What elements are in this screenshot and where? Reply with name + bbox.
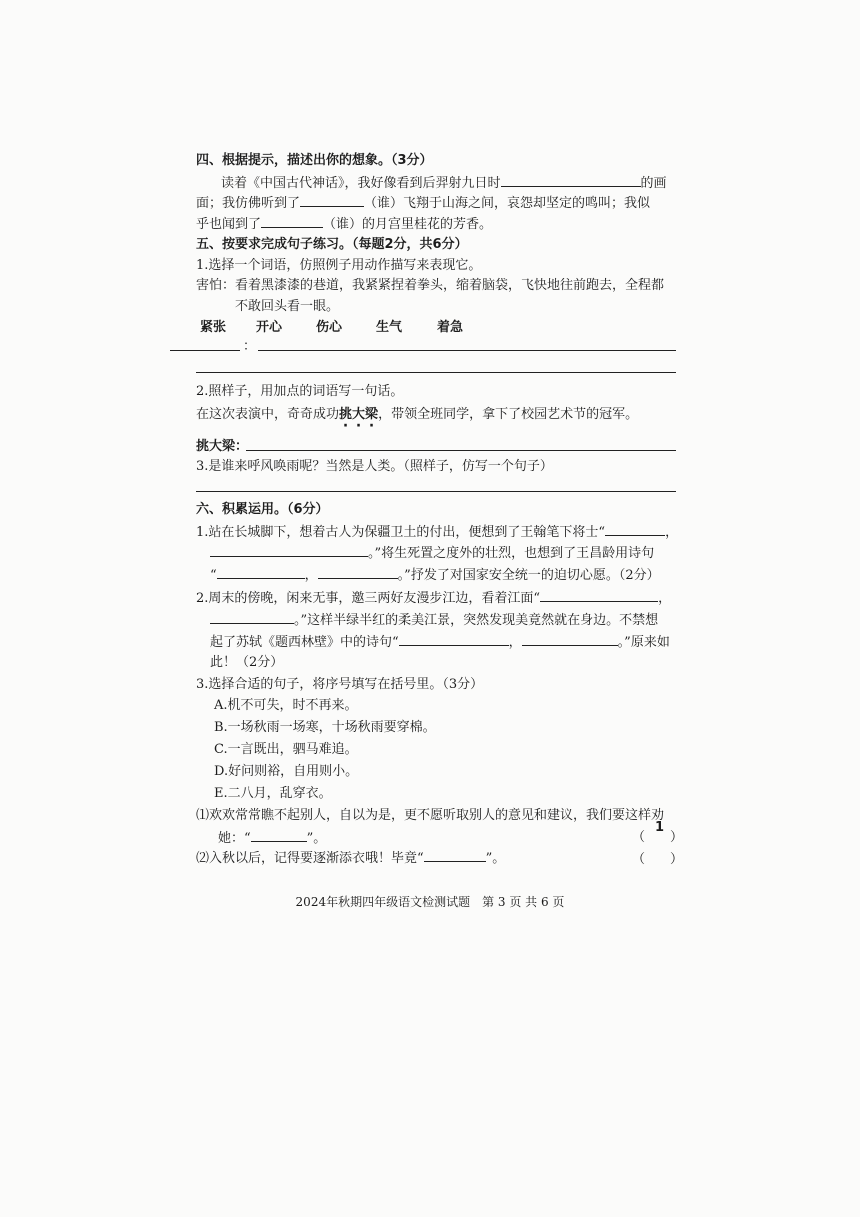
text: 1.站在长城脚下，想着古人为保疆卫土的付出，便想到了王翰笔下将士“	[196, 525, 606, 540]
text: ”。	[485, 851, 506, 866]
answer-blank[interactable]	[399, 632, 509, 646]
answer-line[interactable]	[258, 350, 676, 351]
right-paren: ）	[670, 852, 684, 867]
option-b: B.一场秋雨一场寒，十场秋雨要穿棉。	[214, 720, 436, 735]
answer-blank[interactable]	[424, 848, 486, 862]
text: 2.周末的傍晚，闲来无事，邀三两好友漫步江边，看着江面“	[196, 591, 541, 606]
s6-q2-line4: 此！（2分）	[210, 655, 284, 670]
text: 在这次表演中，奇奇成功	[196, 407, 340, 422]
s6-sub2	[196, 848, 505, 868]
example-sentence	[196, 406, 638, 424]
s6-q1-line3	[210, 565, 660, 585]
text: ⑵入秋以后，记得要逐渐添衣哦！毕竟“	[196, 851, 424, 866]
answer-blank[interactable]	[501, 173, 641, 187]
text: 的画	[640, 176, 667, 191]
section4-line2	[196, 193, 650, 213]
section4-title: 四、根据提示，描述出你的想象。（3分）	[196, 153, 433, 168]
text: 读着《中国古代神话》，我好像看到后羿射九日时	[221, 176, 501, 191]
text: 。”这样半绿半红的柔美江景，突然发现美竟然就在身边。不禁想	[294, 613, 659, 628]
s6-sub1-line1: ⑴欢欢常常瞧不起别人，自以为是，更不愿听取别人的意见和建议，我们要这样劝	[196, 808, 665, 823]
word-option: 紧张	[200, 320, 227, 335]
colon: ：	[243, 339, 257, 354]
text: ，带领全班同学，拿下了校园艺术节的冠军。	[378, 407, 639, 422]
answer-blank[interactable]	[300, 193, 364, 207]
answer-blank[interactable]	[605, 522, 665, 536]
text: ，	[304, 568, 318, 583]
option-d: D.好问则裕，自用则小。	[214, 764, 359, 779]
s6-q1-line1	[196, 522, 678, 542]
word-blank-line[interactable]	[170, 350, 240, 351]
word-option: 伤心	[316, 320, 343, 335]
dotted-char: 挑	[339, 407, 353, 422]
answer-blank[interactable]	[318, 565, 398, 579]
right-paren: ）	[670, 830, 684, 845]
answer-blank[interactable]	[210, 610, 294, 624]
text: 面；我仿佛听到了	[196, 196, 301, 211]
question-1: 1.选择一个词语，仿照例子用动作描写来表现它。	[196, 258, 482, 273]
text: “	[210, 568, 217, 583]
answer-blank[interactable]	[251, 828, 307, 842]
text: 乎也闻到了	[196, 217, 262, 232]
text: （谁）飞翔于山海之间，哀怨却坚定的鸣叫；我似	[364, 196, 651, 211]
s6-q2-line2	[210, 610, 658, 630]
s6-sub1-line2	[218, 828, 326, 848]
text: ，	[658, 591, 672, 606]
dotted-char: 梁	[365, 407, 379, 422]
question-2: 2.照样子，用加点的词语写一句话。	[196, 384, 404, 399]
text: 。”抒发了对国家安全统一的迫切心愿。（2分）	[397, 568, 660, 583]
text: ，	[508, 635, 522, 650]
text: ，	[665, 525, 679, 540]
option-e: E.二八月，乱穿衣。	[214, 786, 332, 801]
answer-line[interactable]	[196, 491, 676, 492]
answer-blank[interactable]	[210, 543, 368, 557]
answer-blank[interactable]	[540, 588, 658, 602]
left-paren: （	[632, 852, 646, 867]
answer-blank[interactable]	[522, 632, 618, 646]
section5-title: 五、按要求完成句子练习。（每题2分，共6分）	[196, 237, 468, 252]
example-line2: 不敢回头看一眼。	[235, 299, 340, 314]
answer-line[interactable]	[246, 450, 676, 451]
s6-q3: 3.选择合适的句子，将序号填写在括号里。（3分）	[196, 677, 484, 692]
question-2-label: 挑大梁：	[196, 439, 249, 454]
question-3: 3.是谁来呼风唤雨呢？当然是人类。（照样子，仿写一个句子）	[196, 459, 553, 474]
s6-q2-line3	[210, 632, 670, 652]
word-option: 生气	[376, 320, 403, 335]
option-a: A.机不可失，时不再来。	[214, 698, 358, 713]
text: （谁）的月宫里桂花的芳香。	[323, 217, 493, 232]
option-c: C.一言既出，驷马难追。	[214, 742, 358, 757]
s6-q1-line2	[210, 543, 654, 563]
text: ”。	[306, 831, 327, 846]
s6-q2-line1	[196, 588, 671, 608]
section4-line3	[196, 214, 492, 234]
handwritten-answer[interactable]: 1	[655, 820, 665, 835]
section6-title: 六、积累运用。（6分）	[196, 502, 329, 517]
text: 起了苏轼《题西林壁》中的诗句“	[210, 635, 399, 650]
answer-line[interactable]	[196, 372, 676, 373]
example-line1: 害怕：看着黑漆漆的巷道，我紧紧捏着拳头，缩着脑袋，飞快地往前跑去，全程都	[196, 278, 665, 293]
dotted-char: 大	[352, 407, 366, 422]
word-option: 着急	[437, 320, 464, 335]
word-option: 开心	[256, 320, 283, 335]
page-footer: 2024年秋期四年级语文检测试题 第 3 页 共 6 页	[295, 895, 565, 909]
text: 。”将生死置之度外的壮烈，也想到了王昌龄用诗句	[368, 546, 655, 561]
answer-blank[interactable]	[217, 565, 305, 579]
text: 她：“	[218, 831, 251, 846]
text: 。”原来如	[617, 635, 670, 650]
section4-line1	[221, 173, 667, 193]
left-paren: （	[632, 830, 646, 845]
answer-blank[interactable]	[261, 214, 323, 228]
